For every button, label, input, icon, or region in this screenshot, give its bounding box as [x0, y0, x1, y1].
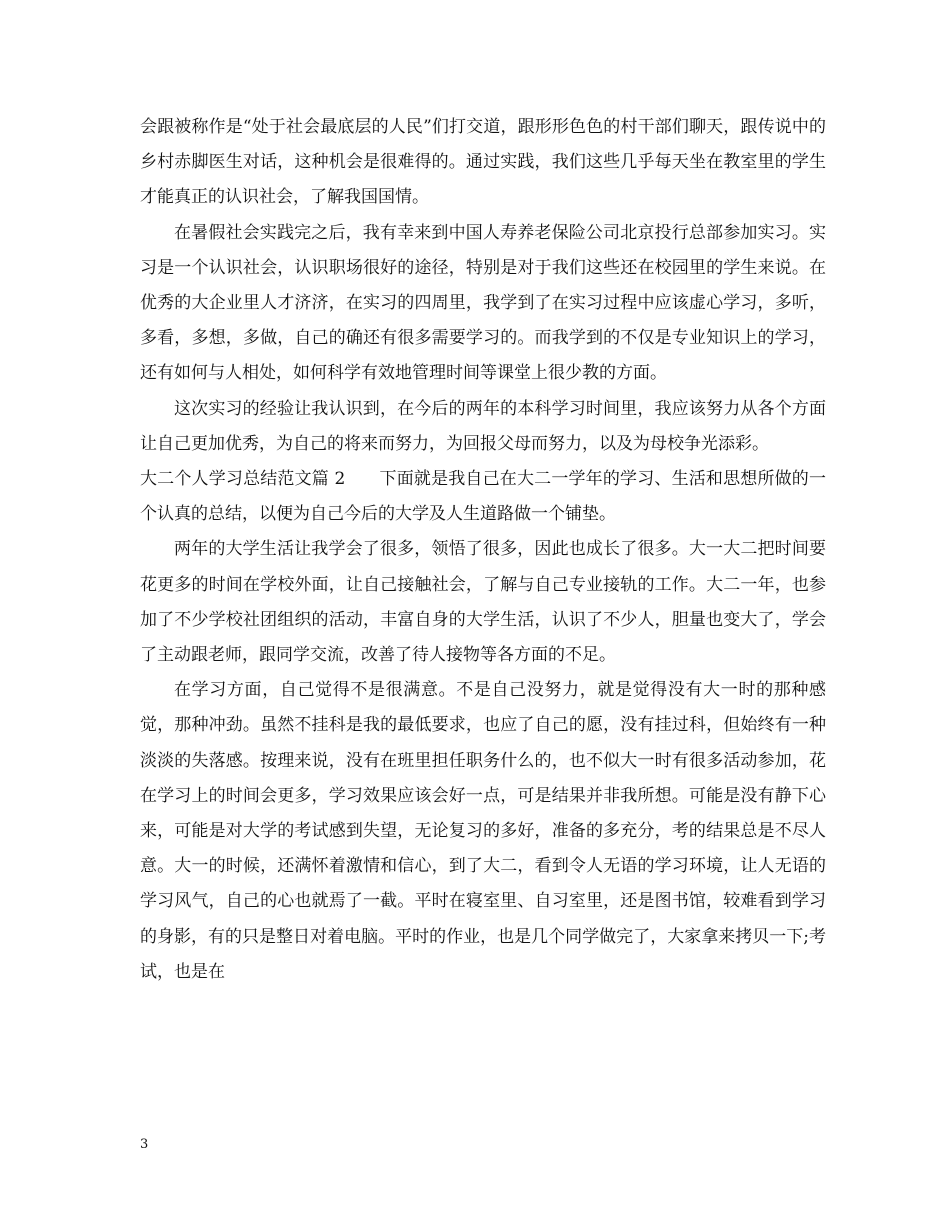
- paragraph-5: 在学习方面，自己觉得不是很满意。不是自己没努力，就是觉得没有大一时的那种感觉，那种冲劲。虽然不挂科是我的最低要求，也应了自己的愿，没有挂过科，但始终有一种淡淡的失落感。按理来说，没有在班里担任职务什么的，也不似大一时有很多活动参加，花在学习上的时间会更多，学习效果应该会好一点，可是结果并非我所想。可能是没有静下心来，可能是对大学的考试感到失望，无论复习的多好，准备的多充分，考的结果总是不尽人意。大一的时候，还满怀着激情和信心，到了大二，看到令人无语的学习环境，让人无语的学习风气，自己的心也就焉了一截。平时在寝室里、自习室里，还是图书馆，较难看到学习的身影，有的只是整日对着电脑。平时的作业，也是几个同学做完了，大家拿来拷贝一下;考试，也是在: [140, 680, 826, 982]
- section-heading-paragraph: [140, 462, 826, 532]
- paragraph-3: 这次实习的经验让我认识到，在今后的两年的本科学习时间里，我应该努力从各个方面让自己更加优秀，为自己的将来而努力，为回报父母而努力，以及为母校争光添彩。: [140, 398, 826, 454]
- paragraph-4: 两年的大学生活让我学会了很多，领悟了很多，因此也成长了很多。大一大二把时间要花更多的时间在学校外面，让自己接触社会，了解与自己专业接轨的工作。大二一年，也参加了不少学校社团组织的活动，丰富自身的大学生活，认识了不少人，胆量也变大了，学会了主动跟老师，跟同学交流，改善了待人接物等各方面的不足。: [140, 539, 826, 666]
- heading-paragraph-text: 下面就是我自己在大二一学年的学习、生活和思想所做的一个认真的总结，以便为自己今后的大学及人生道路做一个铺垫。: [140, 469, 826, 525]
- section-heading: 大二个人学习总结范文篇 2: [140, 469, 346, 490]
- paragraph-1: 会跟被称作是“处于社会最底层的人民”们打交道，跟形形色色的村干部们聊天，跟传说中的乡村赤脚医生对话，这种机会是很难得的。通过实践，我们这些几乎每天坐在教室里的学生才能真正的认识社会，了解我国国情。: [140, 117, 826, 208]
- document-body: [140, 110, 826, 990]
- page-number: 3: [140, 1137, 149, 1152]
- paragraph-2: 在暑假社会实践完之后，我有幸来到中国人寿养老保险公司北京投行总部参加实习。实习是一个认识社会，认识职场很好的途径，特别是对于我们这些还在校园里的学生来说。在优秀的大企业里人才济济，在实习的四周里，我学到了在实习过程中应该虚心学习，多听，多看，多想，多做，自己的确还有很多需要学习的。而我学到的不仅是专业知识上的学习，还有如何与人相处，如何科学有效地管理时间等课堂上很少教的方面。: [140, 222, 826, 384]
